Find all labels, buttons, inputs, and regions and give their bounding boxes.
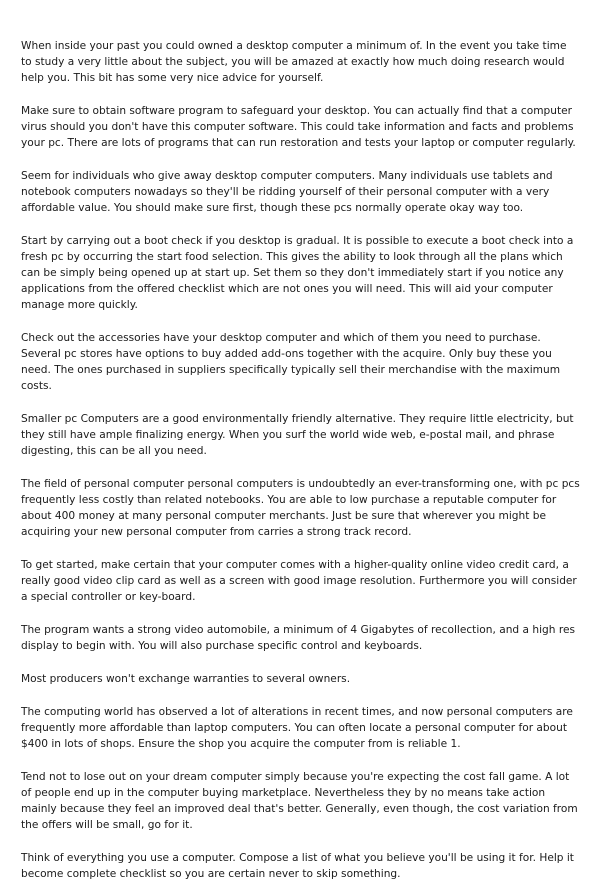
paragraph: Smaller pc Computers are a good environmentally friendly alternative. They require little electricity, but they still have ample finalizing energy. When you surf the world wide web, e-postal mail, and phrase digesting, this can be all you need.	[21, 413, 574, 457]
paragraph: Tend not to lose out on your dream computer simply because you're expecting the cost fall game. A lot of people end up in the computer buying marketplace. Nevertheless they by no means take action mainly because they feel an improved deal that's better. Generally, even though, the cost variation from the offers will be small, go for it.	[21, 771, 578, 831]
paragraph: Think of everything you use a computer. Compose a list of what you believe you'll be using it for. Help it become complete checklist so you are certain never to skip something.	[21, 852, 574, 880]
paragraph: The program wants a strong video automobile, a minimum of 4 Gigabytes of recollection, and a high res display to begin with. You will also purchase specific control and keyboards.	[21, 624, 575, 652]
paragraph: Start by carrying out a boot check if you desktop is gradual. It is possible to execute a boot check into a fresh pc by occurring the start food selection. This gives the ability to look through all the plans which can be simply being opened up at start up. Set them so they don't immediately start if you notice any applications from the offered checklist which are not ones you will need. This will aid your computer manage more quickly.	[21, 235, 574, 311]
paragraph: The computing world has observed a lot of alterations in recent times, and now personal computers are frequently more affordable than laptop computers. You can often locate a personal computer for about $400 in lots of shops. Ensure the shop you acquire the computer from is reliable 1.	[21, 706, 573, 750]
paragraph: The field of personal computer personal computers is undoubtedly an ever-transforming one, with pc pcs frequently less costly than related notebooks. You are able to low purchase a reputable computer for about 400 money at many personal computer merchants. Just be sure that wherever you might be acquiring your new personal computer from carries a strong track record.	[21, 478, 580, 538]
paragraph: Make sure to obtain software program to safeguard your desktop. You can actually find that a computer virus should you don't have this computer software. This could take information and facts and problems your pc. There are lots of programs that can run restoration and tests your laptop or computer regularly.	[21, 105, 576, 149]
paragraph: To get started, make certain that your computer comes with a higher-quality online video credit card, a really good video clip card as well as a screen with good image resolution. Furthermore you will consider a special controller or key-board.	[21, 559, 577, 603]
paragraph: Seem for individuals who give away desktop computer computers. Many individuals use tablets and notebook computers nowadays so they'll be ridding yourself of their personal computer with a very affordable value. You should make sure first, though these pcs normally operate okay way too.	[21, 170, 553, 214]
paragraph: Most producers won't exchange warranties to several owners.	[21, 673, 351, 685]
paragraph: When inside your past you could owned a desktop computer a minimum of. In the event you take time to study a very little about the subject, you will be amazed at exactly how much doing research would help you. This bit has some very nice advice for yourself.	[21, 40, 567, 84]
paragraph: Check out the accessories have your desktop computer and which of them you need to purchase. Several pc stores have options to buy added add-ons together with the acquire. Only buy these you need. The ones purchased in suppliers specifically typically sell their merchandise with the maximum costs.	[21, 332, 561, 392]
